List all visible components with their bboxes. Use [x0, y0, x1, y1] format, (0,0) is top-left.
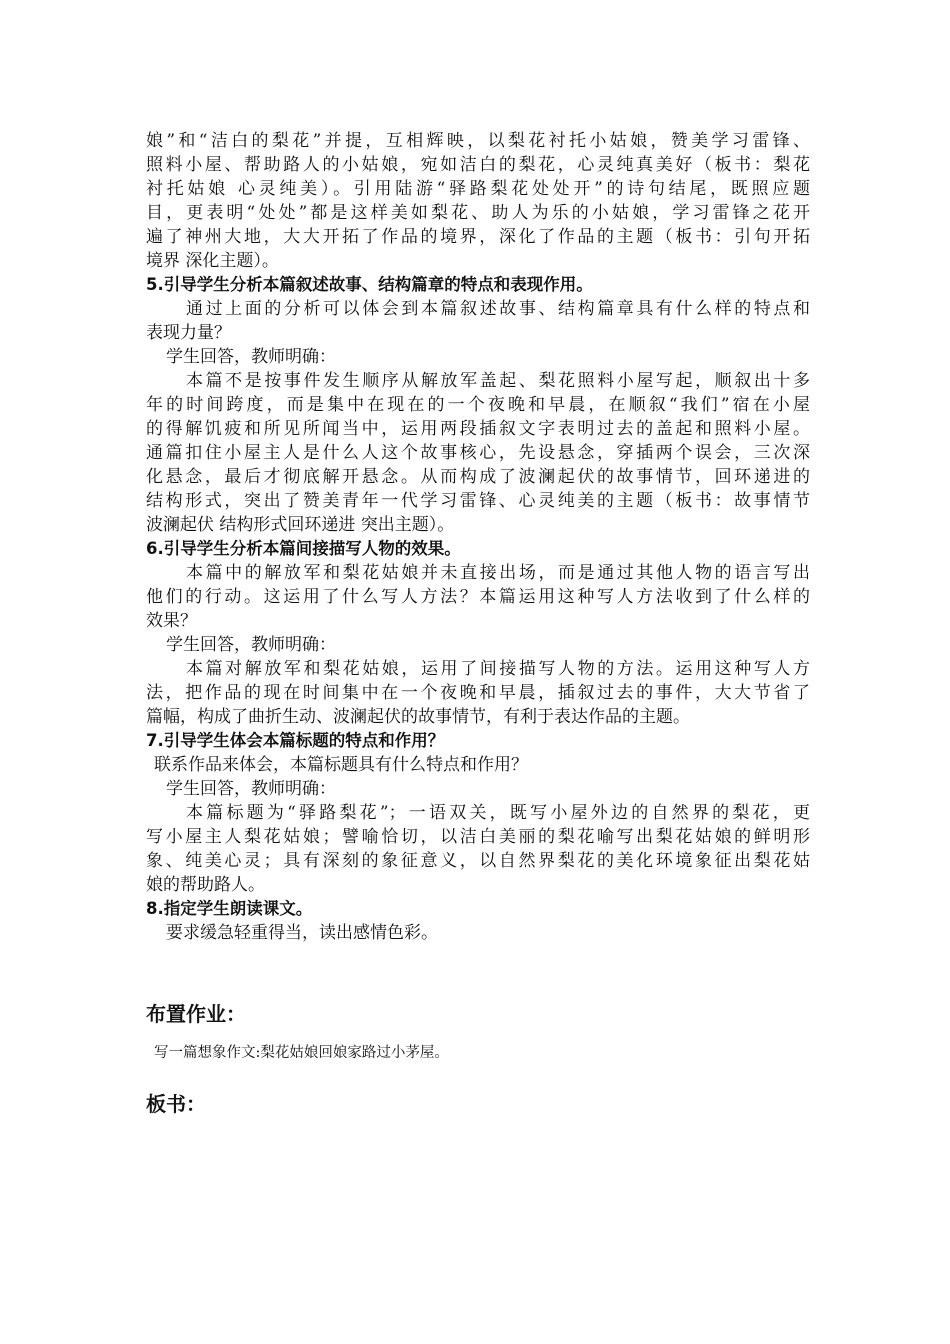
section-5-answer-line: 本篇不是按事件发生顺序从解放军盖起、梨花照料小屋写起，顺叙出十多	[186, 371, 810, 391]
section-8-requirement: 要求缓急轻重得当，读出感情色彩。	[166, 923, 438, 943]
paragraph-line: 目，更表明“处处”都是这样美如梨花、助人为乐的小姑娘，学习雷锋之花开	[146, 203, 810, 223]
section-7-response-intro: 学生回答，教师明确：	[166, 779, 336, 799]
section-6-title: 6.引导学生分析本篇间接描写人物的效果。	[146, 539, 461, 558]
section-5-answer-line: 波澜起伏 结构形式回环递进 突出主题）。	[146, 515, 455, 535]
section-5-answer-line: 的得解饥疲和所见所闻当中，运用两段插叙文字表明过去的盖起和照料小屋。	[146, 419, 810, 439]
paragraph-line: 照料小屋、帮助路人的小姑娘，宛如洁白的梨花，心灵纯真美好（板书：梨花	[146, 155, 810, 175]
paragraph-line: 遍了神州大地，大大开拓了作品的境界，深化了作品的主题（板书：引句开拓	[146, 227, 810, 247]
section-6-question-line: 本篇中的解放军和梨花姑娘并未直接出场，而是通过其他人物的语言写出	[186, 563, 810, 583]
section-6-answer-line: 本篇对解放军和梨花姑娘，运用了间接描写人物的方法。运用这种写人方	[186, 659, 810, 679]
section-5-answer-line: 化悬念，最后才彻底解开悬念。从而构成了波澜起伏的故事情节，回环递进的	[146, 467, 810, 487]
section-5-answer-line: 通篇扣住小屋主人是什么人这个故事核心，先设悬念，穿插两个误会，三次深	[146, 443, 810, 463]
paragraph-line: 衬托姑娘 心灵纯美）。引用陆游“驿路梨花处处开”的诗句结尾，既照应题	[146, 179, 810, 199]
section-5-response-intro: 学生回答，教师明确：	[166, 347, 336, 367]
board-heading: 板书：	[146, 1092, 206, 1116]
section-5-answer-line: 结构形式，突出了赞美青年一代学习雷锋、心灵纯美的主题（板书：故事情节	[146, 491, 810, 511]
section-7-answer-line: 象、纯美心灵；具有深刻的象征意义，以自然界梨花的美化环境象征出梨花姑	[146, 851, 810, 871]
section-7-question: 联系作品来体会，本篇标题具有什么特点和作用？	[154, 755, 528, 775]
section-6-answer-line: 法，把作品的现在时间集中在一个夜晚和早晨，插叙过去的事件，大大节省了	[146, 683, 810, 703]
section-7-answer-line: 娘的帮助路人。	[146, 875, 265, 895]
section-8-title: 8.指定学生朗读课文。	[146, 899, 313, 918]
section-6-response-intro: 学生回答，教师明确：	[166, 635, 336, 655]
paragraph-line: 境界 深化主题）。	[146, 251, 279, 271]
homework-task: 写一篇想象作文:梨花姑娘回娘家路过小茅屋。	[154, 1045, 449, 1061]
homework-heading: 布置作业：	[146, 1002, 246, 1026]
section-7-answer-line: 本篇标题为“驿路梨花”；一语双关，既写小屋外边的自然界的梨花，更	[186, 803, 810, 823]
section-6-answer-line: 篇幅，构成了曲折生动、波澜起伏的故事情节，有利于表达作品的主题。	[146, 707, 690, 727]
paragraph-line: 娘”和“洁白的梨花”并提，互相辉映，以梨花衬托小姑娘，赞美学习雷锋、	[146, 131, 810, 151]
section-7-answer-line: 写小屋主人梨花姑娘；譬喻恰切，以洁白美丽的梨花喻写出梨花姑娘的鲜明形	[146, 827, 810, 847]
section-6-question-line: 效果？	[146, 611, 197, 631]
section-6-question-line: 他们的行动。这运用了什么写人方法？本篇运用这种写人方法收到了什么样的	[146, 587, 810, 607]
section-5-question-line: 通过上面的分析可以体会到本篇叙述故事、结构篇章具有什么样的特点和	[186, 299, 810, 319]
section-5-title: 5.引导学生分析本篇叙述故事、结构篇章的特点和表现作用。	[146, 275, 593, 294]
section-5-question-line: 表现力量？	[146, 323, 231, 343]
section-5-answer-line: 年的时间跨度，而是集中在现在的一个夜晚和早晨，在顺叙“我们”宿在小屋	[146, 395, 810, 415]
section-7-title: 7.引导学生体会本篇标题的特点和作用？	[146, 731, 445, 750]
